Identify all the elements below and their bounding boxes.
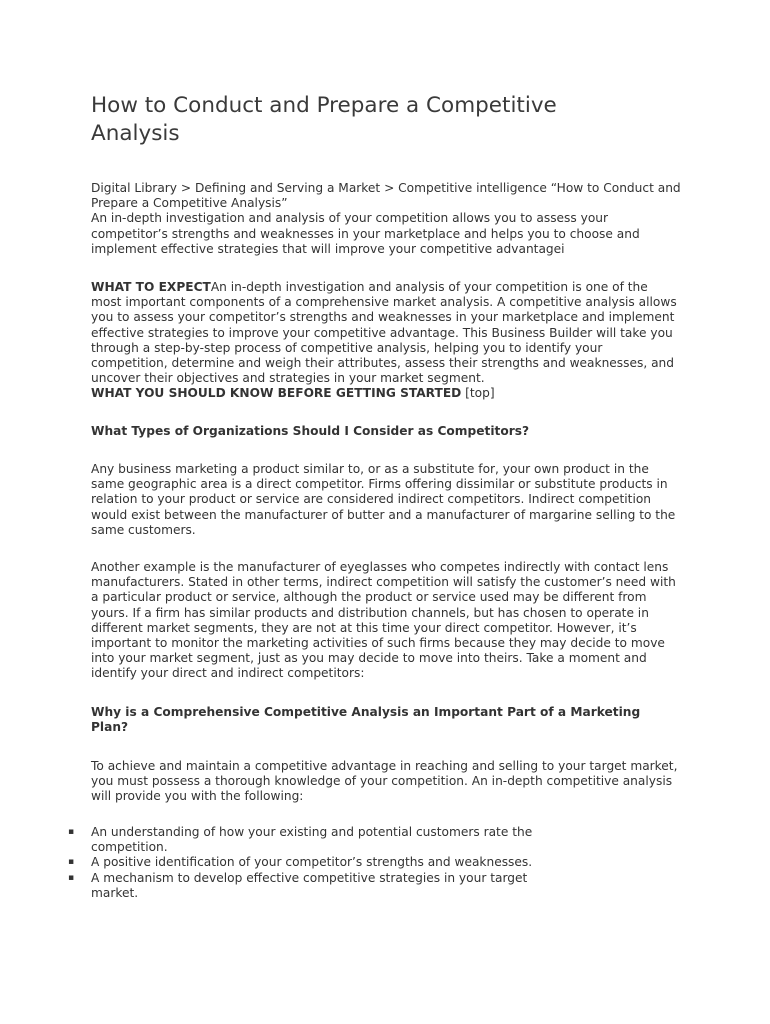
q1-heading-block <box>91 424 681 439</box>
list-item <box>60 871 560 901</box>
know-line <box>91 386 681 401</box>
list-item <box>60 855 560 870</box>
top-link[interactable]: [top] <box>465 386 495 401</box>
list-item-text: A mechanism to develop effective competitive strategies in your target market. <box>91 870 528 900</box>
expect-text: An in-depth investigation and analysis of your competition is one of the most important components of a comprehensive market analysis. A competitive analysis allows you to assess your competitor’s strengths and weaknesses in your marketplace and implement effective strategies to improve your competitive advantage. This Business Builder will take you through a step-by-step process of competitive analysis, helping you to identify your competition, determine and weigh their attributes, assess their strengths and weaknesses, and uncover their objectives and strategies in your market segment. <box>91 280 677 386</box>
expect-label: WHAT TO EXPECT <box>91 280 211 294</box>
list-item <box>60 825 560 855</box>
advantages-list <box>60 825 560 901</box>
expect-paragraph <box>91 280 681 386</box>
bullet-square-icon: ▪ <box>68 827 75 837</box>
list-item-text: An understanding of how your existing and potential customers rate the competition. <box>91 825 533 855</box>
intro-block <box>91 181 681 257</box>
know-label: WHAT YOU SHOULD KNOW BEFORE GETTING STARTED <box>91 386 462 401</box>
list-item-text: A positive identification of your competitor’s strengths and weaknesses. <box>91 855 533 870</box>
q1-paragraph-2: Another example is the manufacturer of eyeglasses who competes indirectly with contact lens manufacturers. Stated in other terms, indirect competition will satisfy the customer’s need with a particular product or service, although the product or service used may be different from yours. If a firm has similar products and distribution channels, but has chosen to operate in different market segments, they are not at this time your direct competitor. However, it’s important to monitor the marketing activities of such firms because they may decide to move into your market segment, just as you may decide to move into theirs. Take a moment and identify your direct and indirect competitors: <box>91 560 676 681</box>
bullet-square-icon: ▪ <box>68 872 75 883</box>
q1-paragraph-1: Any business marketing a product similar to, or as a substitute for, your own product in the same geographic area is a direct competitor. Firms offering dissimilar or substitute products in relation to your product or service are considered indirect competitors. Indirect competition would exist between the manufacturer of butter and a manufacturer of margarine selling to the same customers. <box>91 462 676 537</box>
q1-heading: What Types of Organizations Should I Consider as Competitors? <box>91 424 530 438</box>
q1-p1-block <box>91 462 681 538</box>
bullet-square-icon: ▪ <box>68 857 75 868</box>
intro-paragraph: An in-depth investigation and analysis of your competition allows you to assess your competitor’s strengths and weaknesses in your marketplace and helps you to choose and implement effective strategies that will improve your competitive advantagei <box>91 211 640 256</box>
breadcrumb: Digital Library > Defining and Serving a Market > Competitive intelligence “How to Conduct and Prepare a Competitive Analysis” <box>91 181 681 211</box>
q1-p2-block <box>91 560 681 682</box>
expect-block <box>91 280 681 402</box>
q2-p1-block <box>91 759 681 805</box>
q2-heading-block <box>91 705 681 735</box>
page-title: How to Conduct and Prepare a Competitive Analysis <box>91 93 557 146</box>
q2-paragraph-1: To achieve and maintain a competitive advantage in reaching and selling to your target market, you must possess a thorough knowledge of your competition. An in-depth competitive analysis will provide you with the following: <box>91 759 678 804</box>
q2-heading: Why is a Comprehensive Competitive Analysis an Important Part of a Marketing Plan? <box>91 705 641 735</box>
